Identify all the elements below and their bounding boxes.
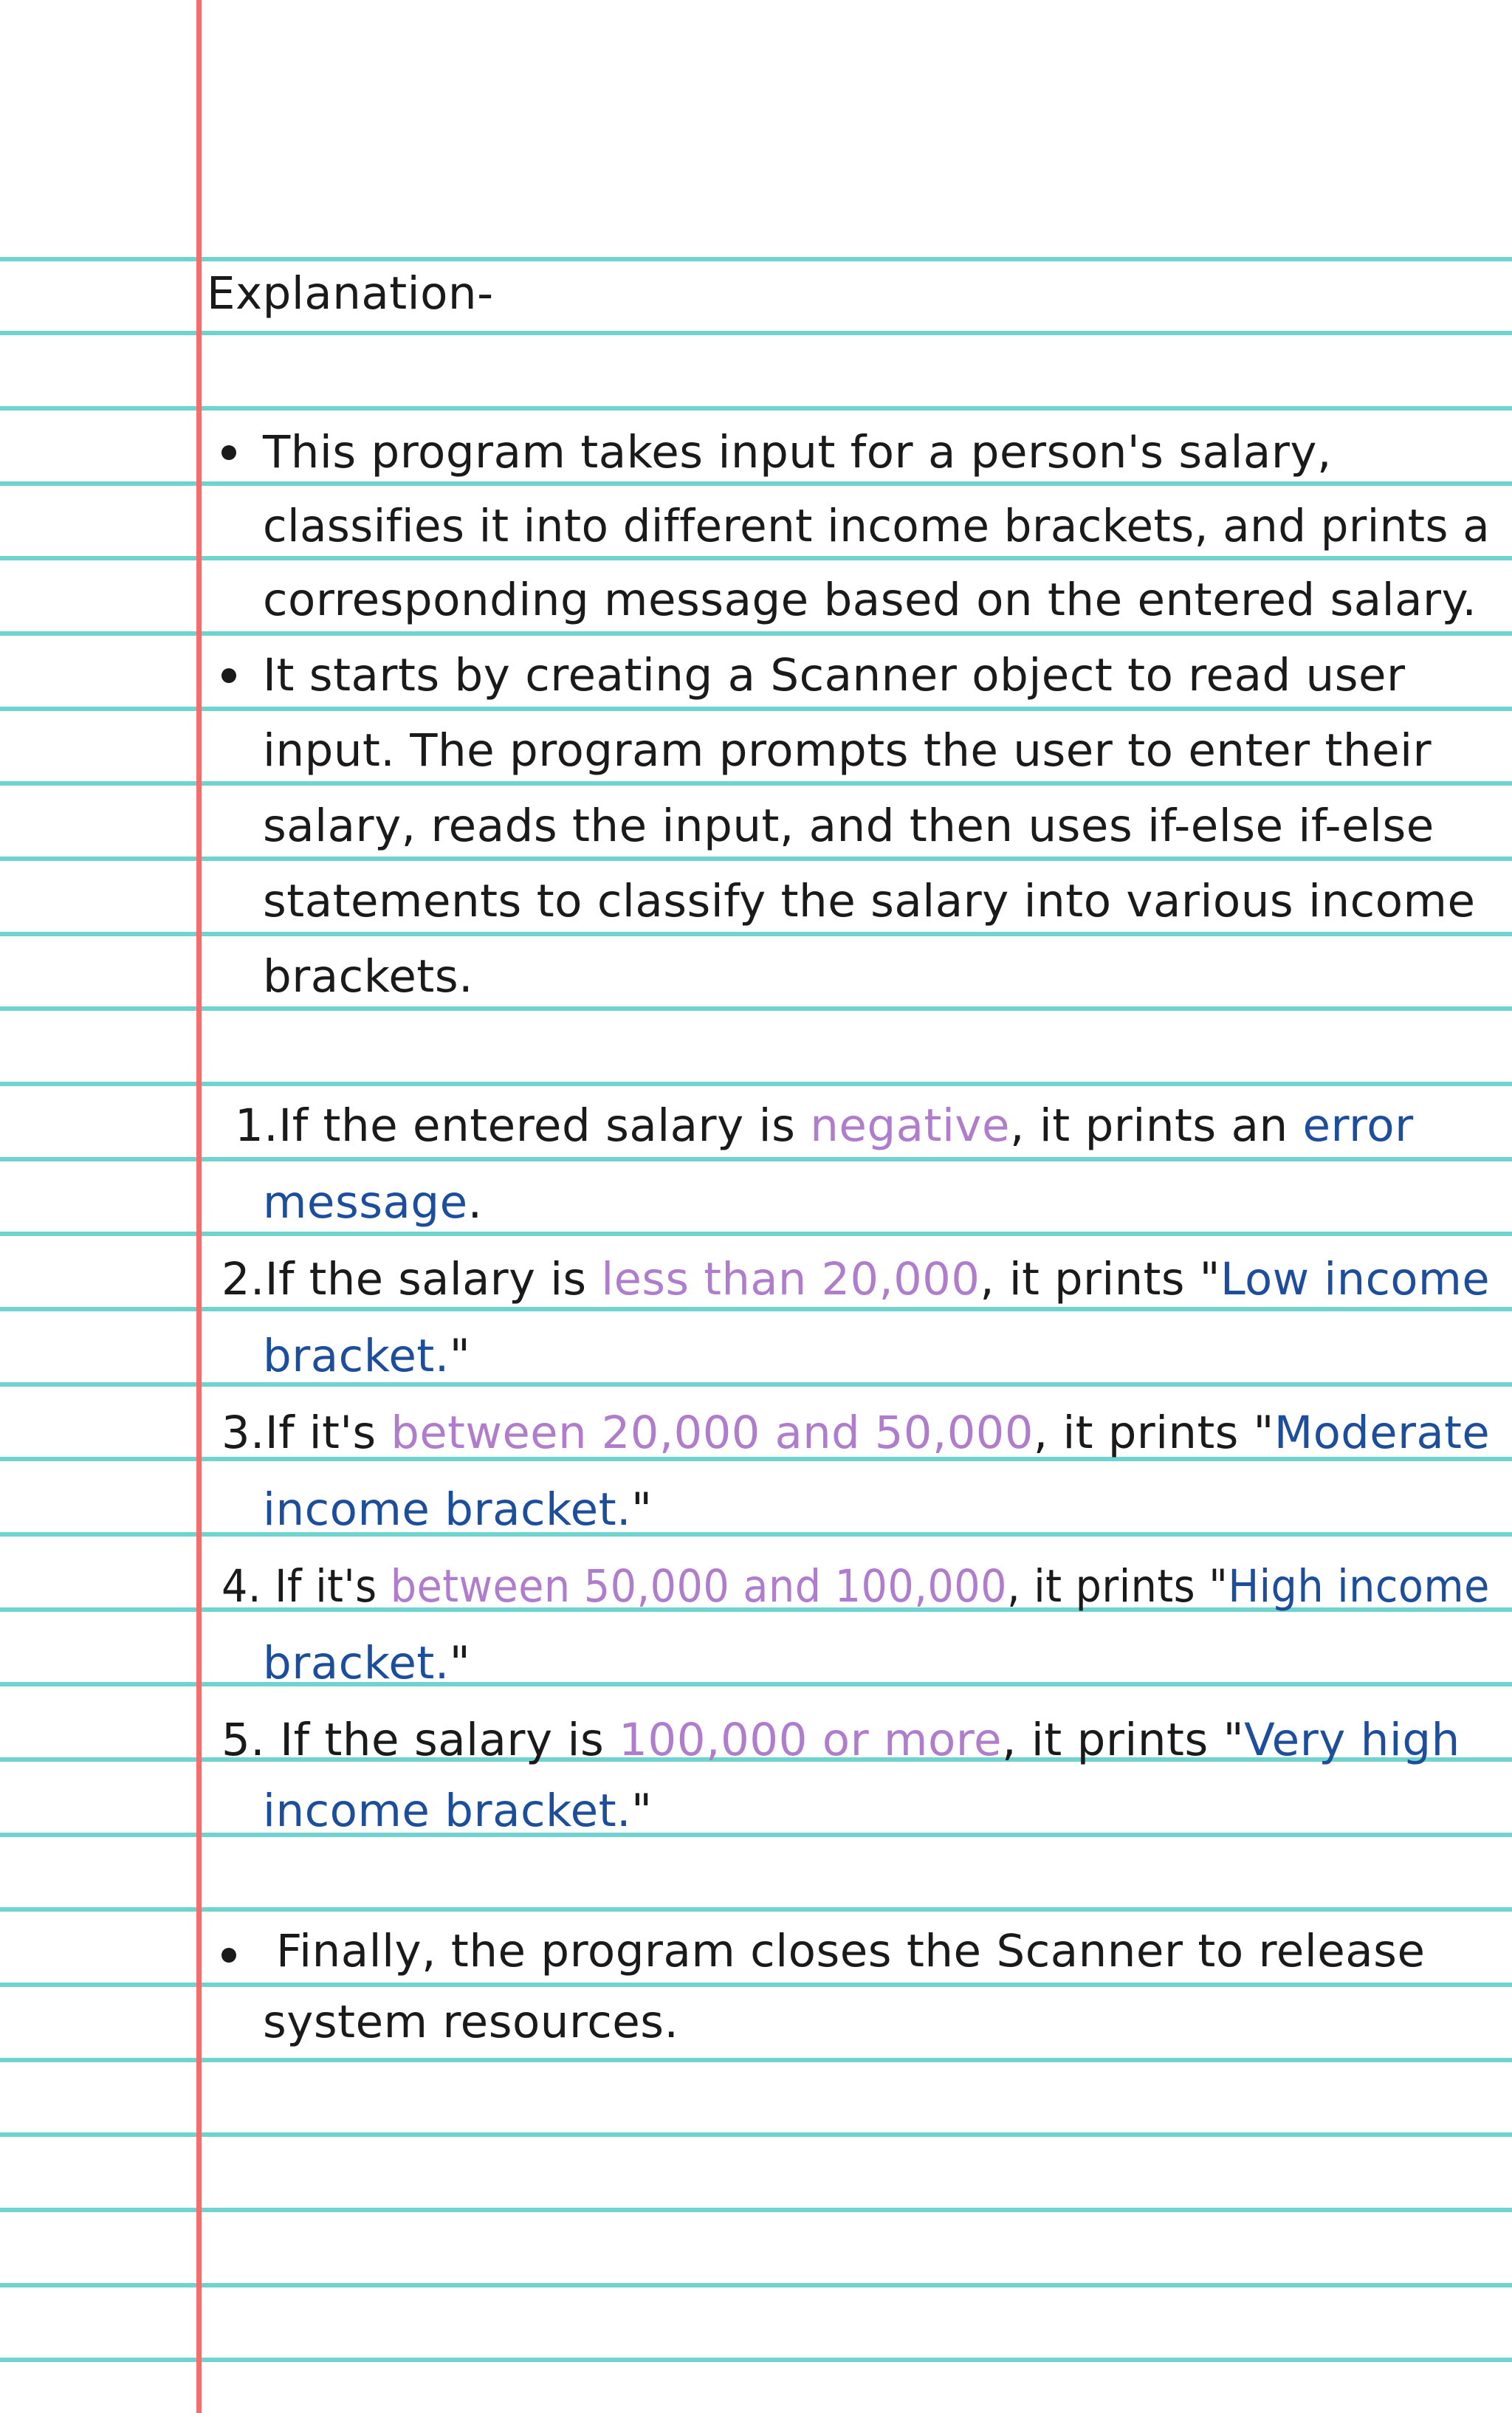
rule-line (0, 2283, 1512, 2287)
rule-line (0, 1833, 1512, 1837)
step-text: If it's (261, 1560, 391, 1613)
step-number: 3. (221, 1407, 265, 1459)
step-text: " (449, 1637, 471, 1689)
rule-line (0, 2058, 1512, 2062)
step-text: " (631, 1483, 653, 1536)
step-text: If the salary is (264, 1253, 602, 1305)
rule-line (0, 631, 1512, 636)
rule-line (0, 857, 1512, 861)
bullet-2-line-2: input. The program prompts the user to enter their (263, 724, 1432, 777)
bullet-3-line-1: Finally, the program closes the Scanner to release (276, 1925, 1426, 1977)
step-number: 2. (221, 1253, 265, 1305)
step-number: 5. (221, 1714, 266, 1766)
step-number: 4. (221, 1560, 262, 1613)
rule-line (0, 257, 1512, 261)
step-text: , it prints " (1033, 1407, 1274, 1459)
bullet-2-line-5: brackets. (263, 950, 473, 1003)
message-text: High income (1228, 1560, 1490, 1613)
bullet-2-line-3: salary, reads the input, and then uses if-else if-else (263, 800, 1434, 852)
message-text: Low income (1220, 1253, 1491, 1305)
rule-line (0, 1082, 1512, 1086)
margin-line (196, 0, 202, 2413)
rule-line (0, 932, 1512, 936)
step-number: 1. (235, 1099, 279, 1152)
bullet-1-line-2: classifies it into different income brackets, and prints a (263, 500, 1491, 552)
rule-line (0, 2132, 1512, 2137)
bullet-1-line-1: This program takes input for a person's salary, (263, 426, 1332, 478)
rule-line (0, 2208, 1512, 2212)
step-1-line-2 (263, 1177, 483, 1229)
condition-text: less than 20,000 (601, 1253, 980, 1305)
step-5-line-1 (221, 1714, 1460, 1766)
step-text: , it prints " (980, 1253, 1220, 1305)
bullet-2-line-4: statements to classify the salary into various income (263, 875, 1476, 927)
rule-line (0, 1307, 1512, 1311)
rule-line (0, 1157, 1512, 1161)
message-text: message (263, 1176, 468, 1229)
step-2-line-1 (221, 1254, 1490, 1305)
step-4-line-2 (263, 1638, 470, 1689)
rule-line (0, 1983, 1512, 1987)
bullet-dot (221, 668, 236, 683)
bullet-dot (221, 1948, 236, 1963)
rule-line (0, 781, 1512, 786)
step-3-line-2 (263, 1484, 653, 1536)
rule-line (0, 707, 1512, 711)
step-1-line-1 (235, 1100, 1414, 1152)
step-text: If the salary is (265, 1714, 619, 1766)
condition-text: between 50,000 and 100,000 (390, 1560, 1007, 1613)
rule-line (0, 1382, 1512, 1387)
step-5-line-2 (263, 1785, 653, 1837)
step-text: . (467, 1176, 483, 1229)
rule-line (0, 2358, 1512, 2362)
message-text: bracket. (263, 1330, 450, 1382)
bullet-1-line-3: corresponding message based on the entered salary. (263, 574, 1477, 626)
step-4-line-1 (221, 1561, 1490, 1613)
rule-line (0, 1907, 1512, 1912)
rule-line (0, 481, 1512, 486)
step-text: " (631, 1785, 653, 1837)
step-text: " (449, 1330, 471, 1382)
rule-line (0, 1232, 1512, 1236)
step-text: If it's (264, 1407, 391, 1459)
rule-line (0, 406, 1512, 411)
condition-text: negative (810, 1099, 1011, 1152)
step-text: , it prints " (1002, 1714, 1245, 1766)
bullet-2-line-1: It starts by creating a Scanner object to read user (263, 649, 1406, 701)
step-2-line-2 (263, 1331, 470, 1382)
rule-line (0, 556, 1512, 560)
message-text: Moderate (1274, 1407, 1491, 1459)
rule-line (0, 1006, 1512, 1011)
rule-line (0, 331, 1512, 335)
message-text: bracket. (263, 1637, 450, 1689)
rule-line (0, 1682, 1512, 1686)
condition-text: between 20,000 and 50,000 (391, 1407, 1034, 1459)
message-text: income bracket. (263, 1785, 632, 1837)
bullet-3-line-2: system resources. (263, 1996, 679, 2048)
heading: Explanation- (207, 267, 494, 320)
condition-text: 100,000 or more (619, 1714, 1003, 1766)
step-text: If the entered salary is (278, 1099, 811, 1152)
bullet-dot (221, 445, 236, 460)
message-text: error (1302, 1099, 1414, 1152)
step-3-line-1 (221, 1407, 1490, 1459)
step-text: , it prints an (1010, 1099, 1303, 1152)
rule-line (0, 1532, 1512, 1537)
message-text: Very high (1244, 1714, 1460, 1766)
step-text: , it prints " (1006, 1560, 1228, 1613)
message-text: income bracket. (263, 1483, 632, 1536)
